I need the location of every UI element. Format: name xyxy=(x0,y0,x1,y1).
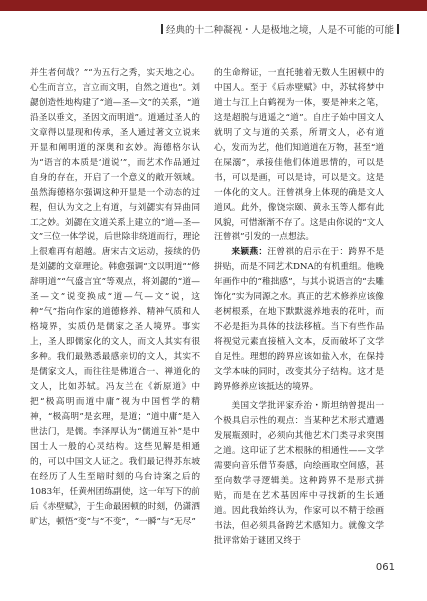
left-column xyxy=(30,66,200,530)
right-paragraph-1-text: 的生命辩证，一直托驰着无数人生困顿中的中国人。至于《后赤壁赋》中，苏轼将梦中道士与江上白鹤视为一体，要是神来之笔，这是超脱与逍遥之“道”。自庄子始中国文人就明了文与道的关系，所谓文人，必有道心，发而为艺，他们知道道在万物，甚至“道在屎溺”，承接佳他们体道思情的，可以是书，可以是画，可以是诗，可以是文。这是一体化的文人。汪曾祺身上体现的确是文人道风。此外，像饶宗颐、黄永玉等人都有此风貌，可惜渐渐不存了。这是由你说的“文人汪曾祺”引发的一点想法。 xyxy=(214,68,384,243)
header-divider-right xyxy=(397,24,399,34)
right-paragraph-1 xyxy=(214,66,384,245)
right-paragraph-2-text: 汪曾祺的启示在于：跨界不是拼贴，而是不同艺术DNA的有机重组。他晚年画作中的“稚拙感”，与其小说语言的“去雕饰化”实为同源之水。真正的艺术修养应该像老树根系，在地下默默滋养地表的花叶，而不必是拒为具体的技法移植。当下有些作品将视觉元素直接植入文本，反而破坏了文学自足性。理想的跨界应该如盐入水，在保持文学本味的同时，改变其分子结构。这才是跨界修养应该抵达的境界。 xyxy=(214,247,385,393)
running-header xyxy=(161,22,399,36)
right-column xyxy=(214,66,384,549)
running-header-title: 经典的十二种凝视・人是极地之境，人是不可能的可能 xyxy=(165,25,394,36)
header-divider-left xyxy=(161,24,163,34)
right-paragraph-2 xyxy=(214,245,384,395)
left-paragraph-1: 并生者何哉？”“为五行之秀，实天地之心。心生而言立，言立而文明，自然之道也”。刘勰创造性地构建了“道—圣—文”的关系，“道沿圣以垂文，圣因文而明道”。道通过圣人的文章得以显现和传承，圣人通过著文立说来开显和阐明道的深奥和玄妙。海德格尔认为“语言的本质是‘道说’”，而艺术作品通过自身的存在，开启了一个意义的敞开领域。虽然海德格尔强调这种开显是一个动态的过程，但认为文之上有道，与刘勰实有异曲同工之妙。刘勰在文道关系上建立的“道—圣—文”三位一体学说，后世除非绕道而行，理论上很难再有超越。唐宋古文运动，接续的仍是刘勰的文章理论。韩愈强调“文以明道”“修辞明道”“气盛言宜”等观点，将刘勰的“道—圣—文”说变换成“道—气—文”说，这种“气”指向作家的道德修养、精神气质和人格境界，实质仍是儒家之圣人境界。事实上，圣人即儒家化的文人，而文人其实有很多种。我们最熟悉最感亲切的文人，其实不是儒家文人，而往往是佛道合一、禅道化的文人，比如苏轼。冯友兰在《新原道》中把“极高明而道中庸”视为中国哲学的精神，“极高明”是玄理，是道；“道中庸”是入世法门，是儒。李泽厚认为“儒道互补”是中国士人一般的心灵结构。这些见解是相通的，可以中国文人证之。我们最记得苏东坡在经历了人生至暗时刻的乌台诗案之后的1083年，任黄州团练副使，这一年写下的前后《赤壁赋》，于生命最困顿的时刻，仍潇洒旷达，顿悟“变”与“不变”，“一瞬”与“无尽” xyxy=(30,68,200,527)
speaker-label: 来颖燕： xyxy=(231,247,268,258)
right-paragraph-3 xyxy=(214,399,384,549)
right-paragraph-3-text: 美国文学批评家乔治・斯坦纳曾提出一个极具启示性的观点：当某种艺术形式遭遇发展瓶颈时，必须向其他艺术门类寻求突围之道。这印证了艺术根脉的相通性——文学需要向音乐借节奏感，向绘画取空间感，甚至向数学寻逻辑美。这种跨界不是形式拼贴，而是在艺术基因库中寻找新的生长通道。因此我始终认为，作家可以不精于绘画书法，但必须具备跨艺术感知力。就像文学批评常始于谜团又终于 xyxy=(214,400,384,546)
page-number: 061 xyxy=(375,562,395,573)
header-color-bar xyxy=(0,0,427,11)
